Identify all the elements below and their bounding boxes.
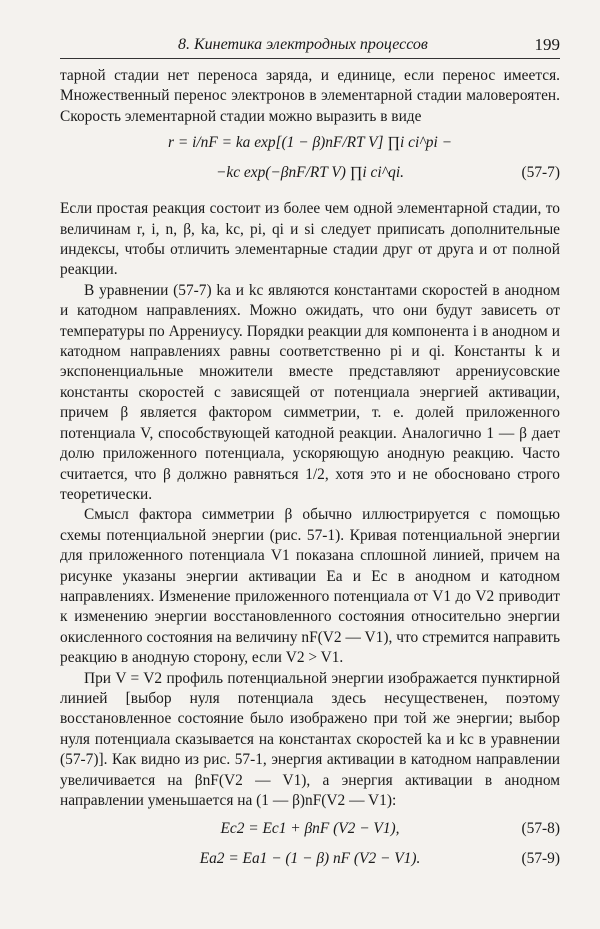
paragraph-1: тарной стадии нет переноса заряда, и единице, если перенос имеется. Множественный перенос электронов в элементарной стадии маловероятен. Скорость элементарной стадии можно выразить в виде <box>60 67 560 125</box>
equation-number: (57-9) <box>521 850 560 868</box>
paragraph-4: Смысл фактора симметрии β обычно иллюстрируется с помощью схемы потенциальной энергии (рис. 57-1). Кривая потенциальной энергии для приложенного потенциала V1 показана сплошной линией, причем на рисунке указаны энергии активации Ea и Ec в анодном и катодном направлениях. Изменение приложенного потенциала от V1 до V2 приводит к изменению энергии восстановленного состояния относительно энергии окисленного состояния на величину nF(V2 — V1), что стремится направить реакцию в анодную сторону, если V2 > V1. <box>60 506 560 667</box>
paragraph-2: Если простая реакция состоит из более чем одной элементарной стадии, то величинам r, i, n, β, ka, kc, pi, qi и si следует приписать дополнительные индексы, чтобы отличить элементарные стадии друг от друга и от полной реакции. <box>60 200 560 279</box>
paragraph-5: При V = V2 профиль потенциальной энергии изображается пунктирной линией [выбор нуля потенциала здесь несущественен, поэтому восстановленное состояние было изображено при той же энергии; выбор нуля потенциала сказывается на константах скоростей ka и kc в уравнении (57-7)]. Как видно из рис. 57-1, энергия активации в катодном направлении увеличивается на βnF(V2 — V1), а энергия активации в анодном направлении уменьшается на (1 — β)nF(V2 — V1): <box>60 669 560 809</box>
body-text <box>60 66 560 879</box>
equation-number: (57-8) <box>521 820 560 838</box>
equation-57-7-line-2 <box>60 163 560 193</box>
equation-number: (57-7) <box>521 164 560 182</box>
equation-text: Ea2 = Ea1 − (1 − β) nF (V2 − V1). <box>199 850 421 868</box>
paragraph-3: В уравнении (57-7) ka и kc являются константами скоростей в анодном и катодном направлениях. Можно ожидать, что они будут зависеть от температуры по Аррениусу. Порядки реакции для компонента i в анодном и катодном направлениях равны соответственно pi и qi. Константы k и экспоненциальные множители вместе представляют аррениусовские константы скоростей с зависящей от потенциала энергией активации, причем β является фактором симметрии, т. е. долей приложенного потенциала V, способствующей катодной реакции. Аналогично 1 — β дает долю приложенного потенциала, ускоряющую анодную реакцию. Часто считается, что β должно равняться 1/2, хотя это и не обосновано строго теоретически. <box>60 281 560 503</box>
running-title: 8. Кинетика электродных процессов <box>178 36 428 53</box>
equation-text: r = i/nF = ka exp[(1 − β)nF/RT V] ∏i ci^pi − <box>168 134 452 152</box>
equation-text: −kc exp(−βnF/RT V) ∏i ci^qi. <box>216 164 404 182</box>
page-number: 199 <box>534 35 560 54</box>
equation-57-7-line-1 <box>60 133 560 163</box>
page-header <box>60 34 560 59</box>
equation-57-9 <box>60 849 560 879</box>
equation-text: Ec2 = Ec1 + βnF (V2 − V1), <box>220 820 400 838</box>
equation-57-8 <box>60 819 560 849</box>
